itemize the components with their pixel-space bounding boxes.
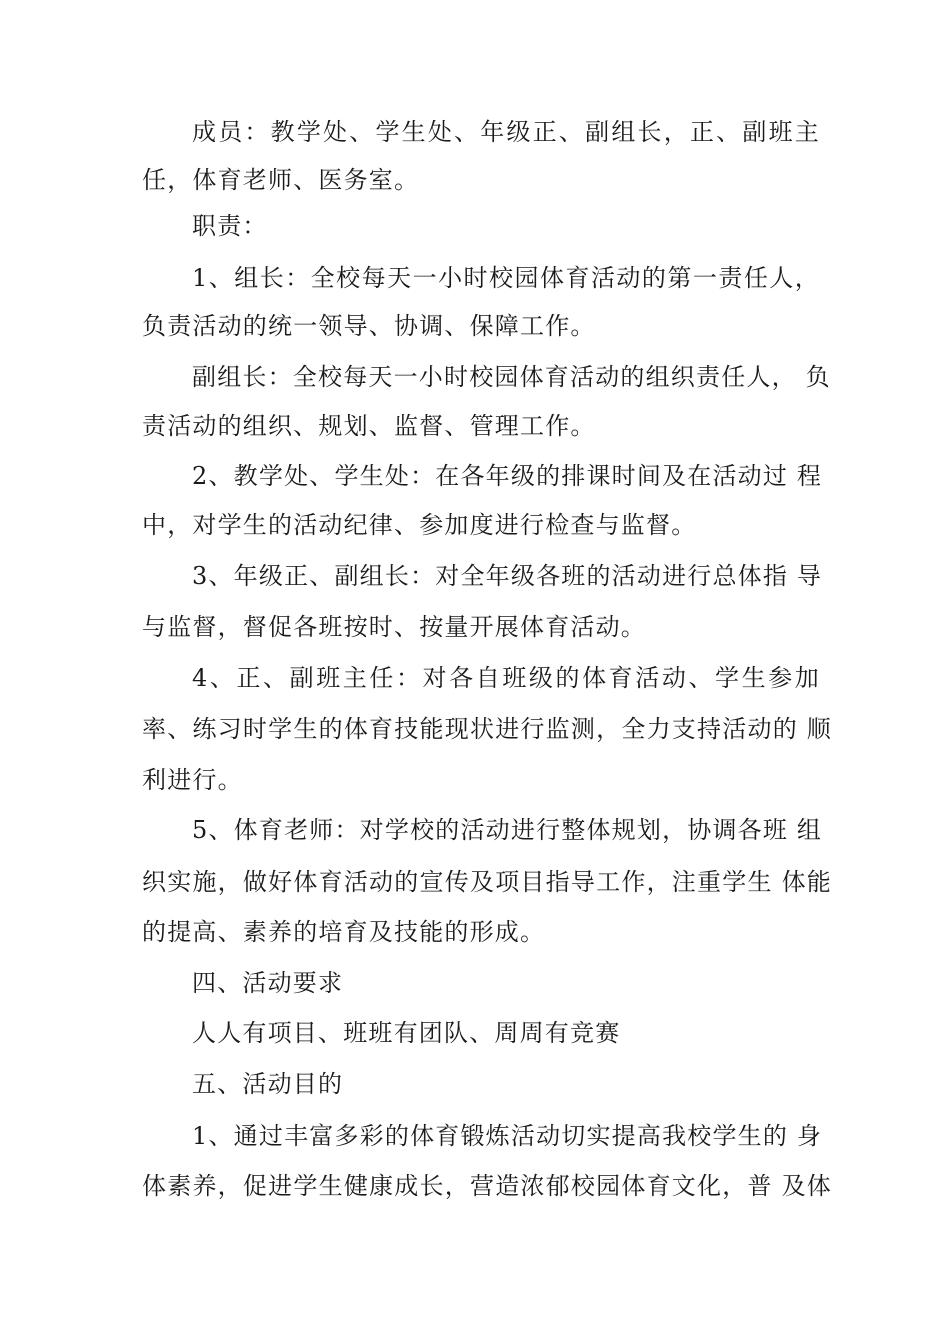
paragraph-line: 中，对学生的活动纪律、参加度进行检查与监督。	[142, 511, 697, 539]
paragraph-line: 5、体育老师：对学校的活动进行整体规划，协调各班 组	[192, 816, 823, 844]
paragraph-line: 织实施，做好体育活动的宣传及项目指导工作，注重学生 体能	[142, 868, 832, 896]
paragraph-line: 1、组长：全校每天一小时校园体育活动的第一责任人，	[192, 264, 820, 292]
paragraph-line: 3、年级正、副组长：对全年级各班的活动进行总体指 导	[192, 562, 823, 590]
paragraph-line: 成员：教学处、学生处、年级正、副组长，正、副班主	[192, 118, 820, 146]
paragraph-line: 责活动的组织、规划、监督、管理工作。	[142, 412, 596, 440]
paragraph-line: 副组长：全校每天一小时校园体育活动的组织责任人， 负	[192, 363, 831, 391]
section-heading: 四、活动要求	[192, 969, 344, 997]
section-heading: 五、活动目的	[192, 1070, 344, 1098]
paragraph-line: 负责活动的统一领导、协调、保障工作。	[142, 312, 596, 340]
paragraph-line: 率、练习时学生的体育技能现状进行监测，全力支持活动的 顺	[142, 715, 832, 743]
paragraph-line: 任，体育老师、医务室。	[142, 166, 420, 194]
paragraph-line: 2、教学处、学生处：在各年级的排课时间及在活动过 程	[192, 462, 823, 490]
paragraph-line: 利进行。	[142, 766, 243, 794]
paragraph-line: 1、通过丰富多彩的体育锻炼活动切实提高我校学生的 身	[192, 1122, 823, 1150]
paragraph-line: 人人有项目、班班有团队、周周有竞赛	[192, 1019, 621, 1047]
paragraph-line: 4、正、副班主任：对各自班级的体育活动、学生参加	[192, 664, 820, 692]
paragraph-line: 体素养，促进学生健康成长，营造浓郁校园体育文化，普 及体	[142, 1172, 832, 1200]
paragraph-line: 的提高、素养的培育及技能的形成。	[142, 918, 546, 946]
paragraph-line: 与监督，督促各班按时、按量开展体育活动。	[142, 613, 646, 641]
paragraph-line: 职责：	[192, 212, 268, 240]
